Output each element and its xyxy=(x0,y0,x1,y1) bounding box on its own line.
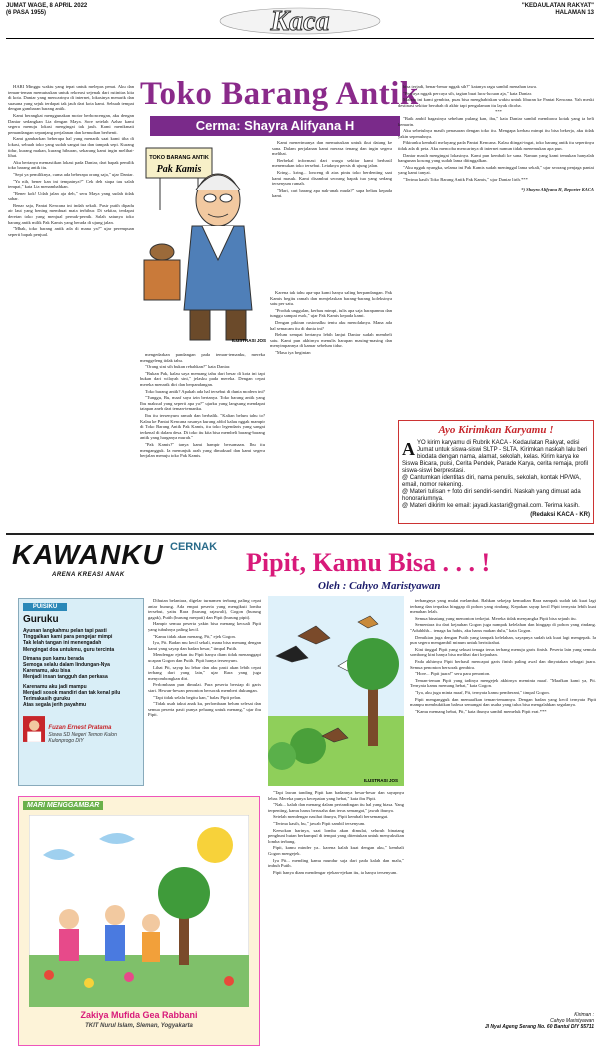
story-column-1: HARI Minggu waktu yang tepat untuk melepas penat. Aku dan teman-teman memutuskan untuk rekreasi sejenak dari rutinitas kita di kota. Daniar yang mencarinya di internet, lokasinya menarik dan suasana yang sejuk terdapat tak jauh dari kota kami. Sebuah tempat dengan gambaran barang antik. Kami berangkat menggunakan motor berboncengan, aku dengan Daniar sedangkan Lia dengan Maya. Sore setelah Azhar kami segera menuju lokasi mengingat tak jauh. Kami menikmati pemandangan sepanjang perjalanan dan kemudian berhenti. Kami gambarkan beberapa hal yang menarik saat kami tiba di lokasi, sebuah toko yang sudah sangat tua dan tampak sepi. Kurang tidur, kurang makan, kurang hiburan, sekarang kami ingin melihat-lihat. Aku bertanya memastikan lokasi pada Daniar, dari bapak pemilik toko barang antik itu. "Sepi ya pemiliknya, cuma ada beberapa orang saja," ujar Daniar. "Ya nih, bener kan ini tempatnya?" Cek deh siapa tau salah tempat," kata Lia menambahkan. "Bener kok! Udah jalan aja deh," seru Maya yang sudah tidak sabar. Benar saja, Pantai Kencana ini indah sekali. Pasir putih dipadu air laut yang bening membuat mata terhibur. Di sekitar, terdapat deretan toko yang menjual pernak-pernik. Salah satunya toko barang antik milik Pak Kamis yang berada di ujung jalan. "Mbak, toko barang antik ada di mana ya?" ujar perempuan seperti bapak penjual. xyxy=(8,84,134,237)
submission-title: Ayo Kirimkan Karyamu ! xyxy=(438,424,554,436)
story-byline: Oleh : Cahyo Maristyawan xyxy=(318,580,441,592)
poet-name: Fuzan Ernest Pratama xyxy=(48,725,112,732)
story-column-2: "Tapi lawan tanding Pipit kan badannya besar-besar dan sayapnya lebar. Mereka punya kecepatan yang hebat," kata ibu Pipit. "Nak... kalah dan menang dalam pertandingan itu hal yang biasa. Yang terpenting, kamu harus berusaha dan terus semangat," jawab ibunya. Setelah mendengar nasihat ibunya, Pipit kembali bersemangat. "Terima kasih, bu," jawab Pipit sambil tersenyum. Keesokan harinya, saat lomba akan dimulai, seluruh binatang penghuni hutan berkumpul di tempat yang ditentukan untuk menyaksikan lomba terbang. Pipit, kamu minder ya.. karena kalah kuat dengan aku," kembali Gogon mengejek. Iya Pit... mending kamu mundur saja dari pada kalah dan malu," imbuh Putih. Pipit hanya diam mendengar ejekan-ejekan itu, ia hanya tersenyum. xyxy=(268,790,404,875)
story-byline: Cerma: Shayra Alifyana H xyxy=(150,116,400,136)
story-column-4: Karena tak tahu apa-apa kami hanya saling berpandangan. Pak Kamis begitu ramah dan menjelaskan barang-barang koleksinya satu per satu. "Produk unggulan, kerbau mimpi, tulis apa saja harapanmu dan tunggu sampai esok," ujar Pak Kamis kepada kami. Dengan pikiran rasionalku tentu aku menolaknya. Mana ada hal semacam itu di dunia ini? Belum sempat bertanya lebih lanjut Daniar sudah membeli satu. Kami pun akhirnya menulis harapan masing-masing dan menyimpannya di kamar sebelum tidur. "Masa iya beginian xyxy=(270,290,392,355)
header-page: "KEDAULATAN RAKYAT" HALAMAN 13 xyxy=(521,3,594,16)
masthead-logo xyxy=(218,6,382,36)
header-date: JUMAT WAGE, 8 APRIL 2022 (6 PASA 1955) xyxy=(6,3,88,16)
drawing-school: TKIT Nurul Islam, Sleman, Yogyakarta xyxy=(85,1023,193,1029)
sign-name-text: Pak Kamis xyxy=(156,164,202,175)
cernak-label: CERNAK xyxy=(170,541,218,553)
story-column-1: Dihutan belantara, digelar turnamen terbang paling cepat antar burung. Ada empat peserta yang mengikuti lomba tersebut, yaitu Rara (burung rajawali), Gogon (burung gagak), Putih (burung merpati) dan Pipit (burung pipit). Hampir semua peserta yakin bisa menang kecuali Pipit yang tubuhnya paling kecil. "Kamu tidak akan menang, Pit," ejek Gogon. Iya, Pit. Badan mu kecil sekali, mana bisa menang dengan kami yang sayap dan badan besar," timpal Putih. Mendengar ejekan itu Pipit hanya diam tidak menanggapi ucapan Gogon dan Putih. Pipit hanya tersenyum. Lihat Pit, sayap ku lebar dan aku pasti akan lebih cepat terbang dari yang lain," ujar Rara yang juga menyombongkan diri. Perlombaan pun dimulai. Para peserta bersiap di garis start. Hewan-hewan penonton bersorak memberi dukungan. "Tapi tidak selalu begitu kan," balas Pipit pelan. "Tidak usah takut anak ku, perlombaan belum selesai dan semua peserta pasti punya peluang untuk menang," ujar ibu Pipit. xyxy=(148,598,261,718)
divider xyxy=(6,38,594,39)
poem-box: PUISIKU Guruku Ayunan langkahmu pelan tapi pasti Tinggalkan kami para pengejar mimpi Tak lelah tangan ini menengadah Mengingat doa untukmu, guru tercinta Dimana pun kamu berada Semoga selalu dalam lindungan-Nya Karenamu, aku bisa Menjadi insan tangguh dan perkasa Karenamu aku jadi mampu Menjadi sosok mandiri dan tak kenal pilu Terimakasih guruku Atas segala jerih payahmu Fuzan Ernest Pratama Siswa SD Negeri Temon Kulon Kulonprogo DIY xyxy=(18,598,144,786)
story-column-5: bisa terjadi, benar-benar nggak sih?" katanya ragu sambil menahan tawa. "Percaya nggak percaya sih, tagian buat lucu-lucuan aja," kata Daniar. Malam ini kami gembira, puas bisa menghabiskan waktu untuk liburan ke Pantai Kencana. Yah meski destinasi sekitar berubah di akhir tapi pengalaman itu layak dicoba. *** "Baik ambil bagasinya sebelum pulang kan, ibu," kata Daniar sambil membawa kotak yang ia beli kemarin. Aku sebetulnya masih penasaran dengan toko itu. Mengapa kerbau mimpi itu bisa bekerja, aku tidak yakin sepenuhnya. Pikiranku kembali melayang pada Pantai Kencana. Kalau diingat-ingat, toko barang antik itu sepertinya tidak ada di peta. Aku mencoba mencarinya di internet namun tidak menemukan apa pun. Daniar masih mengingat lokasinya. Kami pun kembali ke sana. Namun yang kami temukan hanyalah bangunan kosong yang sudah lama ditinggalkan. "Aku nggak nyangka, selama ini Pak Kamis sudah meninggal lama sekali," ujar seorang penjaga pantai yang kami tanyai. "Terima kasih Toko Barang Antik Pak Kamis," ujar Daniar lirih.*** *) Shayra Alifyana H, Reporter KACA xyxy=(398,84,594,192)
child-drawing xyxy=(29,815,249,1007)
submission-box: Ayo Kirimkan Karyamu ! A YO kirim karyamu di Rubrik KACA - Kedaulatan Rakyat, edisi Jumat untuk siswa-siswi SLTP - SLTA. Kirimkan naskah lalu beri biodata dengan nama, alamat, sekolah, kelas. Kirim karya ke Siswa Bicara, puisi, Cerita Pendek, Parade Karya, cerita remaja, profil siswa-siswi berprestasi. @ Cantumkan identitas diri, nama penulis, sekolah, kontak HP/WA, email, nomor rekening. @ Materi tulisan + foto diri sendiri-sendiri. Naskah yang dimuat ada honorariumnya. @ Materi dikirim ke email: jayadi.kastari@gmail.com. Terima kasih. (Redaksi KACA - KR) xyxy=(398,420,594,524)
drawing-artist: Zakiya Mufida Gea Rabbani xyxy=(80,1010,198,1020)
section-logo: KAWANKU xyxy=(12,539,164,570)
birds-illustration xyxy=(268,596,404,786)
poet-photo xyxy=(23,714,45,744)
divider xyxy=(6,533,594,535)
shopkeeper-illustration xyxy=(140,140,268,345)
author-note: *) Shayra Alifyana H, Reporter KACA xyxy=(521,186,594,192)
poem-title: Guruku xyxy=(23,614,59,625)
poet-school: Siswa SD Negeri Temon Kulon Kulonprogo DIY xyxy=(48,732,117,745)
section-tagline: ARENA KREASI ANAK xyxy=(52,572,125,578)
author-signature: Kiriman : Cahyo Maristyawan Jl Nyai Ageng Serang No. 60 Bantul DIY 55711 xyxy=(484,1012,594,1030)
story-column-3: terbangnya yang mulai melambat. Bahkan sekejap kemudian Rara nampak sudah tak kuat lagi terbang dan terpaksa hinggap di pohon yang rindang. Kepakan sayap kecil Pipit ternyata lebih kuat menahan lelah. Semua binatang yang menonton terkejut. Mereka tidak menyangka Pipit bisa sejauh itu. Sementara itu dari kejauhan Gogon juga nampak kelelahan dan hinggap di pohon yang rindang. "Aduhhhh... tenaga ku habis, aku harus makan dulu," kata Gogon. Demikian juga dengan Putih yang tampak kelelahan, sayapnya sudah tak kuat lagi mengepak. Ia pun segera mengambil minum untuk beristirahat. Kini tinggal Pipit yang sekuat tenaga terus terbang menuju garis finish. Peserta lain yang semula sombong kini hanya bisa melihat dari kejauhan. Pada akhirnya Pipit berhasil mencapai garis finish paling awal dan dinyatakan sebagai juara. Semua penonton bersorak gembira. "Hore... Pipit juara!" seru para penonton. Teman-teman Pipit yang tadinya mengejek akhirnya meminta maaf. "Maafkan kami ya, Pit. Ternyata kamu memang hebat," kata Gogon. "Iya, aku juga minta maaf, Pit, ternyata kamu pemberani," timpal Gogon. Pipit mengangguk dan memaafkan teman-temannya. Dengan badan yang kecil ternyata Pipit mampu membuktikan bahwa semangat dan usaha yang tulus bisa mengalahkan segalanya. "Kamu memang hebat, Pit," kata ibunya sambil memeluk Pipit erat.*** xyxy=(410,598,596,714)
drawing-label: MARI MENGGAMBAR xyxy=(23,801,103,810)
submission-sign: (Redaksi KACA - KR) xyxy=(530,512,590,518)
story-column-3: Kami menerimanya dan memutuskan untuk ikut datang ke sana. Dalam perjalanan kami merasa tenang dan ingin segera melihat. Berbekal informasi dari warga sekitar kami berhasil menemukan toko tersebut. Letaknya persis di ujung jalan. Kring... kring... lonceng di atas pintu toko berdenting saat kami masuk. Kami disambut seorang bapak tua yang sedang tersenyum ramah. "Mari, cari barang apa nak-anak muda?" sapa beliau kepada kami. xyxy=(272,140,392,199)
svg-text:Kaca: Kaca xyxy=(270,6,330,36)
story-title: Toko Barang Antik xyxy=(140,76,419,112)
poem-label: PUISIKU xyxy=(23,603,67,611)
sign-top-text: TOKO BARANG ANTIK xyxy=(149,155,209,161)
svg-text:ILUSTRASI JOS: ILUSTRASI JOS xyxy=(363,778,398,783)
story-title: Pipit, Kamu Bisa . . . ! xyxy=(246,548,491,577)
drawing-box xyxy=(18,796,260,1046)
svg-text:ILUSTRASI JOS: ILUSTRASI JOS xyxy=(231,338,266,343)
story-column-2: mengedarkan pandangan pada teman-temanku, mereka menggeleng tidak tahu. "Orang sini sih bukan rebahkan?" kata Daniar. "Bukan Pak, kalau saya memang tahu dari besar di kota ini tapi bukan dari wilayah sini," jelasku pada mereka. Dengan cepat mereka menarik diri dan berpandangan. Toko barang antik? Apakah ada hal tersebut di dunia modern ini? "Tunggu, Bu, maaf saya izin bertanya. Toko barang antik yang Ibu maksud yang seperti apa ya?" ujarku yang langsung mendapat tatapan aneh dari teman-temanku. Ibu itu tersenyum ramah dan berbalik. "Kalian belum tahu to? Kalau ke Pantai Kencana rasanya kurang afdol kalau nggak mampir di Toko Barang Antik Pak Kamis, itu toko legendaris yang sangat terkenal di dalam desa. Di toko itu kita bisa membeli barang-barang antik yang harganya murah." "Pak Kamis?" tanya kami hampir bersamaan. Ibu itu mengangguk. Ia menunjuk arah yang dimaksud dan kami segera berjalan menuju toko Pak Kamis. xyxy=(140,352,265,459)
